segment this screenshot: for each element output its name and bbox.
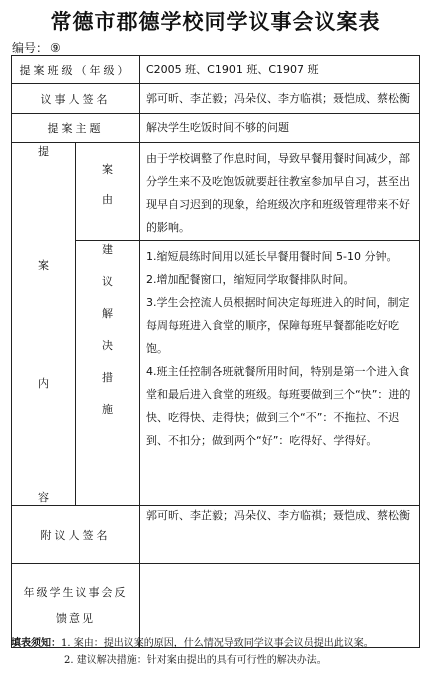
class-value: C2005 班、C1901 班、C1907 班 xyxy=(140,56,420,84)
signers-label: 议事人签名 xyxy=(12,84,140,114)
notes-label: 填表须知： xyxy=(11,638,61,649)
reason-label-char: 案 xyxy=(102,163,113,176)
feedback-label: 年级学生议事会反馈意见 xyxy=(12,564,140,648)
row-class xyxy=(12,56,420,84)
row-topic xyxy=(12,114,420,143)
serial-number xyxy=(12,39,61,56)
suggestion-item: 4.班主任控制各班就餐所用时间，特别是第一个进入食堂和最后进入食堂的班级。每班要做到三个“快”：进的快、吃得快、走得快；做到三个“不”：不拖拉、不迟到、不扣分；做到两个“好”：吃得好、学得好。 xyxy=(146,364,411,447)
signers-value: 郭可昕、李芷毅；冯朵仪、李方临祺；聂恺成、蔡松衡 xyxy=(140,84,420,114)
content-label-char: 提 xyxy=(38,145,49,158)
class-label: 提案班级（年级） xyxy=(12,56,140,84)
row-reason xyxy=(12,143,420,241)
topic-label: 提案主题 xyxy=(12,114,140,143)
suggestions-label-char: 决 xyxy=(102,338,113,352)
suggestions-label-char: 建 xyxy=(102,242,113,256)
suggestion-item: 3.学生会控流人员根据时间决定每班进入的时间，制定每周每班进入食堂的顺序，保障每班早餐都能吃好吃饱。 xyxy=(146,295,410,355)
content-label-char: 容 xyxy=(38,491,49,504)
suggestions-text xyxy=(140,240,420,505)
content-label xyxy=(12,143,76,506)
suggestions-label xyxy=(76,240,140,505)
proposal-form-table xyxy=(11,55,420,648)
form-notes xyxy=(11,635,421,669)
suggestions-label-char: 措 xyxy=(102,370,113,384)
reason-label xyxy=(76,143,140,241)
cosigners-label: 附议人签名 xyxy=(12,506,140,564)
content-label-char: 内 xyxy=(38,377,49,390)
cosigners-value: 郭可昕、李芷毅；冯朵仪、李方临祺；聂恺成、蔡松衡 xyxy=(140,506,420,564)
reason-paragraph: 由于学校调整了作息时间，导致早餐用餐时间减少，部分学生来不及吃饱饭就要赶往教室参加早自习，甚至出现早自习迟到的现象，给班级次序和班级管理带来不好的影响。 xyxy=(146,152,410,234)
suggestions-label-char: 议 xyxy=(102,274,113,288)
topic-value: 解决学生吃饭时间不够的问题 xyxy=(140,114,420,143)
serial-value: ⑨ xyxy=(50,41,61,55)
suggestion-item: 2.增加配餐窗口，缩短同学取餐排队时间。 xyxy=(146,272,355,286)
reason-text xyxy=(140,143,420,241)
note-item: 2. 建议解决措施：针对案由提出的具有可行性的解决办法。 xyxy=(64,655,327,666)
note-item: 1. 案由：提出议案的原因，什么情况导致同学议事会议员提出此议案。 xyxy=(61,638,374,649)
reason-label-char: 由 xyxy=(102,193,113,206)
row-signers xyxy=(12,84,420,114)
serial-label: 编号： xyxy=(12,41,49,55)
row-cosigners xyxy=(12,506,420,564)
page-title: 常德市郡德学校同学议事会议案表 xyxy=(50,10,381,34)
suggestion-item: 1.缩短晨练时间用以延长早餐用餐时间 5-10 分钟。 xyxy=(146,249,398,263)
content-label-char: 案 xyxy=(38,259,49,272)
suggestions-label-char: 解 xyxy=(102,306,113,320)
suggestions-label-char: 施 xyxy=(102,402,113,416)
